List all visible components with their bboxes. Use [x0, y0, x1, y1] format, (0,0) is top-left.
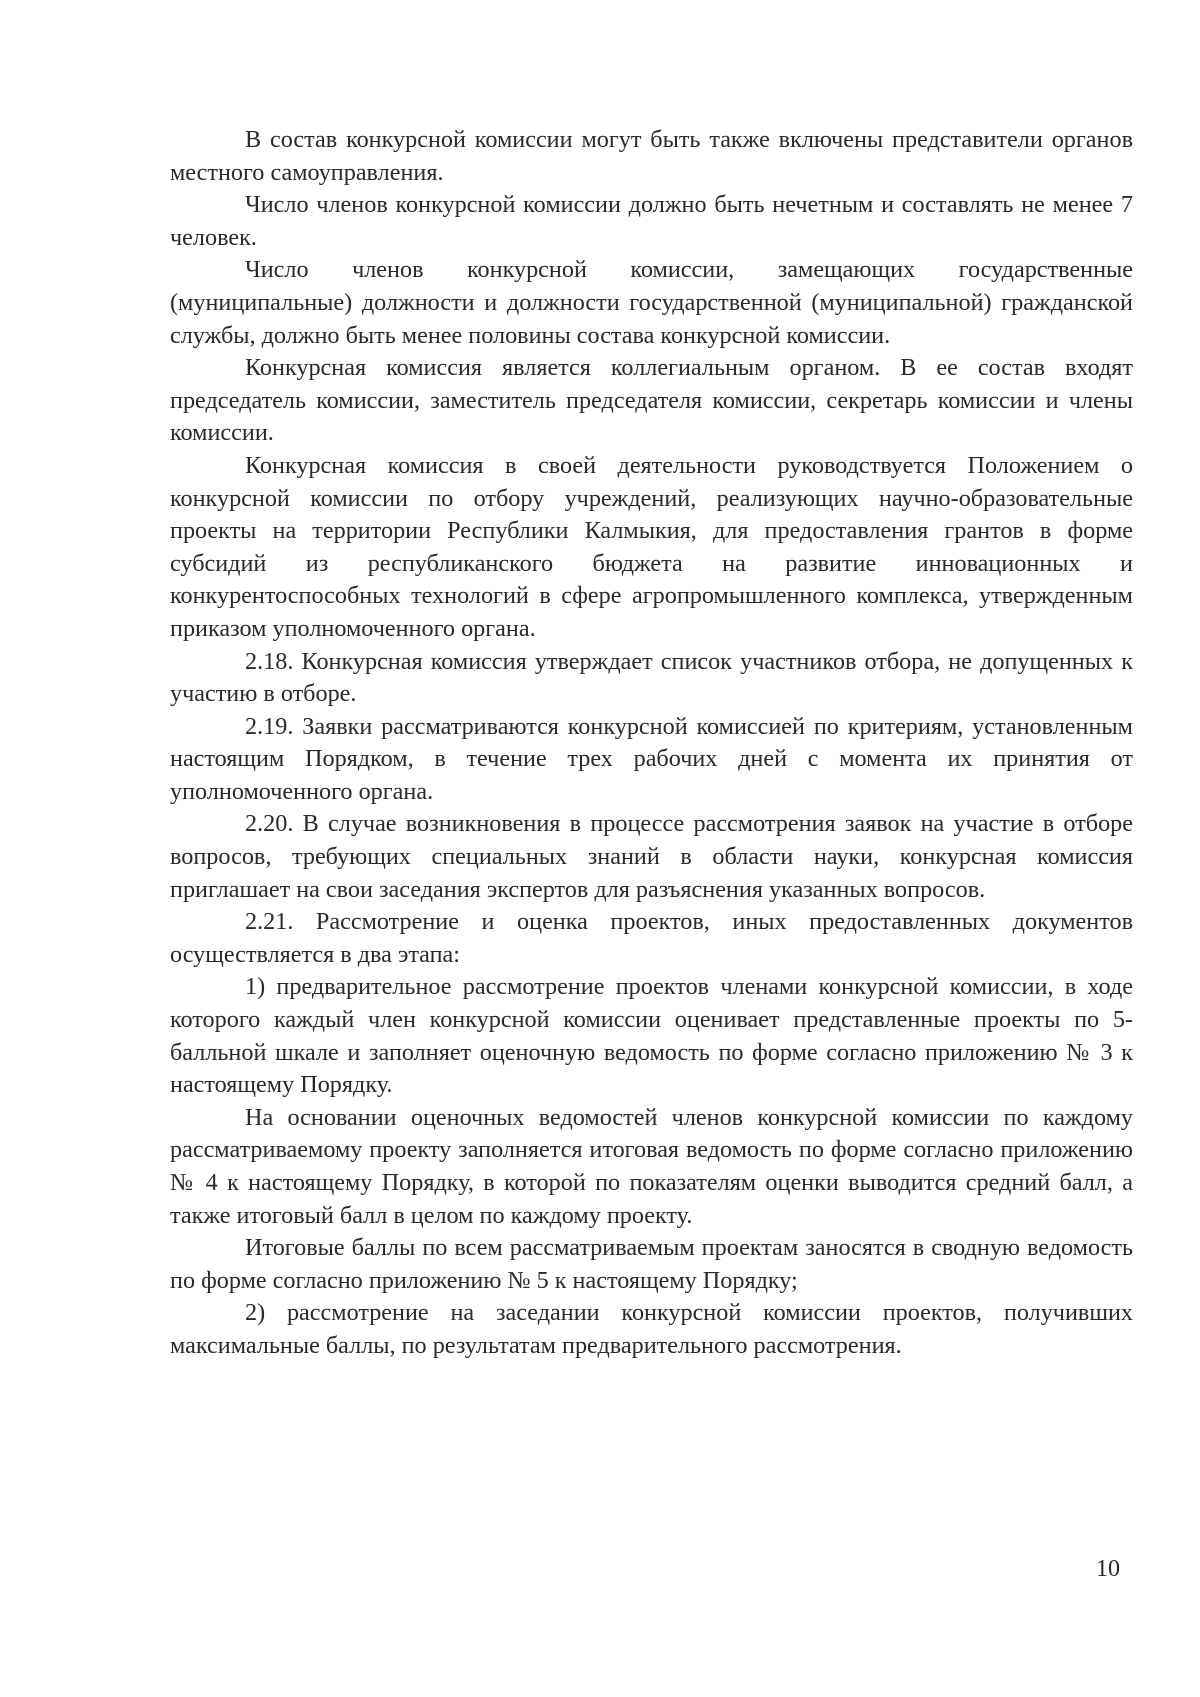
paragraph-2-19: 2.19. Заявки рассматриваются конкурсной комиссией по критериям, установленным настоящим Порядком, в течение трех рабочих дней с момента их принятия от уполномоченного органа. — [170, 712, 1133, 805]
paragraph-final-statement: На основании оценочных ведомостей членов конкурсной комиссии по каждому рассматриваемому проекту заполняется итоговая ведомость по форме согласно приложению № 4 к настоящему Порядку, в которой по показателям оценки выводится средний балл, а также итоговый балл в целом по каждому проекту. — [170, 1103, 1133, 1229]
paragraph-members-count-odd: Число членов конкурсной комиссии должно быть нечетным и составлять не менее 7 человек. — [170, 191, 1133, 251]
paragraph-members-state-positions: Число членов конкурсной комиссии, замещающих государственные (муниципальные) должности и должности государственной (муниципальной) гражданской службы, должно быть менее половины состава конкурсной комиссии. — [170, 256, 1133, 349]
paragraph-stage-1: 1) предварительное рассмотрение проектов членами конкурсной комиссии, в ходе которого каждый член конкурсной комиссии оценивает представленные проекты по 5-балльной шкале и заполняет оценочную ведомость по форме согласно приложению № 3 к настоящему Порядку. — [170, 973, 1133, 1099]
paragraph-stage-2: 2) рассмотрение на заседании конкурсной комиссии проектов, получивших максимальные баллы, по результатам предварительного рассмотрения. — [170, 1299, 1133, 1359]
page-number: 10 — [1096, 1556, 1120, 1582]
paragraph-2-18: 2.18. Конкурсная комиссия утверждает список участников отбора, не допущенных к участию в отборе. — [170, 647, 1133, 708]
paragraph-commission-collegial-body: Конкурсная комиссия является коллегиальным органом. В ее состав входят председатель комиссии, заместитель председателя комиссии, секретарь комиссии и члены комиссии. — [170, 354, 1133, 447]
paragraph-commission-regulation: Конкурсная комиссия в своей деятельности руководствуется Положением о конкурсной комиссии по отбору учреждений, реализующих научно-образовательные проекты на территории Республики Калмыкия, для предоставления грантов в форме субсидий из республиканского бюджета на развитие инновационных и конкурентоспособных технологий в сфере агропромышленного комплекса, утвержденным приказом уполномоченного органа. — [170, 451, 1133, 642]
document-body — [170, 124, 1133, 1363]
paragraph-summary-statement: Итоговые баллы по всем рассматриваемым проектам заносятся в сводную ведомость по форме согласно приложению № 5 к настоящему Порядку; — [170, 1234, 1133, 1294]
paragraph-2-21: 2.21. Рассмотрение и оценка проектов, иных предоставленных документов осуществляется в два этапа: — [170, 908, 1133, 968]
paragraph-2-20: 2.20. В случае возникновения в процессе рассмотрения заявок на участие в отборе вопросов, требующих специальных знаний в области науки, конкурсная комиссия приглашает на свои заседания экспертов для разъяснения указанных вопросов. — [170, 810, 1133, 903]
paragraph-commission-members-local-government: В состав конкурсной комиссии могут быть также включены представители органов местного самоуправления. — [170, 126, 1133, 186]
